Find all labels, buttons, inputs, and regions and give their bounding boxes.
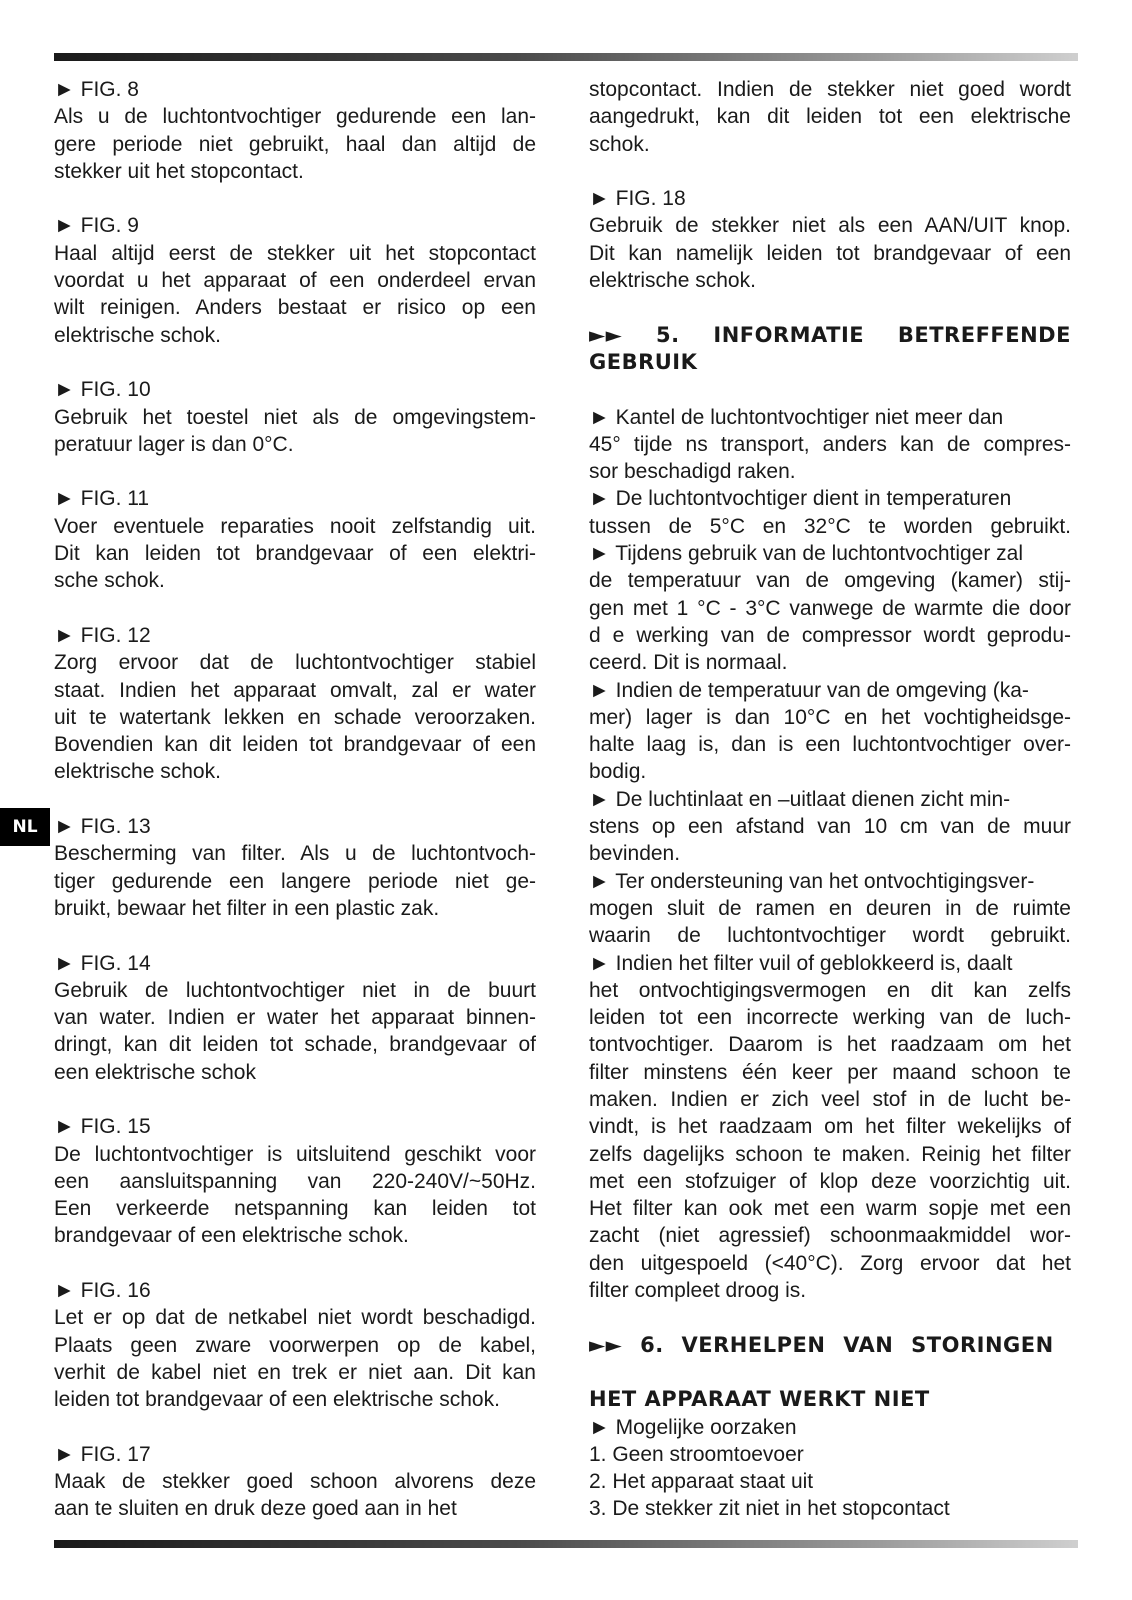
language-tab: NL xyxy=(0,808,50,846)
section-5-heading-line2: GEBRUIK xyxy=(589,349,698,374)
text-line: Gebruik het toestel niet als de omgevingstem- xyxy=(54,405,536,429)
heading-word: INFORMATIE xyxy=(713,322,865,347)
text-line: Als u de luchtontvochtiger gedurende een lan- xyxy=(54,105,536,129)
text-line: den uitgespoeld (<40°C). Zorg ervoor dat het xyxy=(589,1251,1071,1275)
text-line: leiden tot een incorrecte werking van de luch- xyxy=(589,1006,1071,1030)
text-line: de temperatuur van de omgeving (kamer) stij- xyxy=(589,569,1071,593)
fig-block xyxy=(54,1441,536,1523)
text-line: Een verkeerde netspanning kan leiden tot xyxy=(54,1197,536,1221)
text-line: 45° tijde ns transport, anders kan de compres- xyxy=(589,432,1071,456)
fig-block xyxy=(54,76,536,185)
text-line: ► De luchtinlaat en –uitlaat dienen zicht min- xyxy=(589,787,1011,811)
text-line: ► FIG. 11 xyxy=(54,487,150,511)
right-column xyxy=(589,76,1071,1523)
text-line: elektrische schok. xyxy=(589,269,756,293)
text-line: bruikt, bewaar het filter in een plastic zak. xyxy=(54,896,440,920)
fig-block xyxy=(54,376,536,458)
text-line: dringt, kan dit leiden tot schade, brandgevaar of xyxy=(54,1033,536,1057)
section-6-heading: ►► 6. VERHELPEN VAN STORINGEN xyxy=(589,1332,1054,1357)
text-line: mogen sluit de ramen en deuren in de ruimte xyxy=(589,896,1071,920)
text-line: ► FIG. 14 xyxy=(54,951,151,975)
text-line: zelfs dagelijks schoon te maken. Reinig het filter xyxy=(589,1142,1071,1166)
continued-text xyxy=(589,76,1071,158)
text-line: filter minstens één keer per maand schoon te xyxy=(589,1060,1071,1084)
text-line: ► FIG. 15 xyxy=(54,1115,151,1139)
text-line: uit te watertank lekken en schade veroorzaken. xyxy=(54,705,536,729)
heading-word: ►► xyxy=(589,322,623,347)
text-line: ► Ter ondersteuning van het ontvochtigingsver- xyxy=(589,869,1035,893)
text-line: met een stofzuiger of klop deze voorzichtig uit. xyxy=(589,1169,1071,1193)
text-line: ► FIG. 12 xyxy=(54,623,151,647)
text-line: ► FIG. 13 xyxy=(54,815,151,839)
text-line: ceerd. Dit is normaal. xyxy=(589,651,788,675)
text-line: Voer eventuele reparaties nooit zelfstandig uit. xyxy=(54,514,536,538)
text-line: ► De luchtontvochtiger dient in temperaturen xyxy=(589,487,1012,511)
text-line: gere periode niet gebruikt, haal dan altijd de xyxy=(54,132,536,156)
text-line: Bovendien kan dit leiden tot brandgevaar of een xyxy=(54,733,536,757)
cause-item: ► Mogelijke oorzaken xyxy=(589,1415,797,1439)
text-line: verhit de kabel niet en trek er niet aan. Dit kan xyxy=(54,1360,536,1384)
text-line: stens op een afstand van 10 cm van de muur xyxy=(589,815,1071,839)
text-line: bevinden. xyxy=(589,842,681,866)
text-line: Maak de stekker goed schoon alvorens deze xyxy=(54,1470,536,1494)
text-line: ► FIG. 8 xyxy=(54,78,139,101)
text-line: schok. xyxy=(589,132,650,156)
fig-block xyxy=(54,1277,536,1413)
text-line: ► Indien de temperatuur van de omgeving (ka- xyxy=(589,678,1029,702)
text-line: ► FIG. 16 xyxy=(54,1279,151,1303)
text-line: aan te sluiten en druk deze goed aan in het xyxy=(54,1497,457,1521)
text-line: Let er op dat de netkabel niet wordt beschadigd. xyxy=(54,1306,536,1330)
text-line: d e werking van de compressor wordt geprodu- xyxy=(589,623,1071,647)
text-line: zacht (niet agressief) schoonmaakmiddel wor- xyxy=(589,1224,1071,1248)
text-line: het ontvochtigingsvermogen en dit kan zelfs xyxy=(589,978,1071,1002)
text-line: ► FIG. 17 xyxy=(54,1442,151,1466)
fig-block xyxy=(54,1113,536,1249)
text-line: van water. Indien er water het apparaat binnen- xyxy=(54,1006,536,1030)
heading-word: 5. xyxy=(656,322,680,347)
text-line: elektrische schok. xyxy=(54,323,221,347)
left-column xyxy=(54,76,536,1550)
text-line: ► FIG. 10 xyxy=(54,378,151,402)
text-line: bodig. xyxy=(589,760,647,784)
text-line: halte laag is, dan is een luchtontvochtiger over- xyxy=(589,733,1071,757)
cause-item: 2. Het apparaat staat uit xyxy=(589,1470,814,1494)
text-line: Haal altijd eerst de stekker uit het stopcontact xyxy=(54,241,536,265)
text-line: ► FIG. 18 xyxy=(589,187,686,211)
top-gradient-bar xyxy=(54,53,1078,61)
text-line: Gebruik de stekker niet als een AAN/UIT knop. xyxy=(589,214,1071,238)
fig-block xyxy=(54,950,536,1086)
text-line: sor beschadigd raken. xyxy=(589,460,796,484)
fig-block xyxy=(54,212,536,348)
text-line: tontvochtiger. Daarom is het raadzaam om het xyxy=(589,1033,1071,1057)
section-5-body xyxy=(589,404,1071,1305)
text-line: filter compleet droog is. xyxy=(589,1279,807,1303)
text-line: ► FIG. 9 xyxy=(54,214,139,238)
fig-block xyxy=(54,813,536,922)
causes-list xyxy=(589,1414,1071,1523)
text-line: gen met 1 °C - 3°C vanwege de warmte die door xyxy=(589,596,1071,620)
text-line: sche schok. xyxy=(54,569,165,593)
text-line: ► Kantel de luchtontvochtiger niet meer dan xyxy=(589,405,1004,429)
text-line: maken. Indien er zich veel stof in de lucht be- xyxy=(589,1087,1071,1111)
text-line: tiger gedurende een langere periode niet ge- xyxy=(54,869,536,893)
text-line: ► Indien het filter vuil of geblokkeerd is, daalt xyxy=(589,951,1013,975)
cause-item: 3. De stekker zit niet in het stopcontact xyxy=(589,1497,950,1521)
text-line: voordat u het apparaat of een onderdeel ervan xyxy=(54,269,536,293)
text-line: ► Tijdens gebruik van de luchtontvochtiger zal xyxy=(589,542,1024,566)
subheading-apparaat-werkt-niet: HET APPARAAT WERKT NIET xyxy=(589,1387,930,1412)
text-line: mer) lager is dan 10°C en het vochtigheidsge- xyxy=(589,705,1071,729)
text-line: elektrische schok. xyxy=(54,760,221,784)
section-5-heading xyxy=(589,322,1071,349)
text-line: Bescherming van filter. Als u de luchtontvoch- xyxy=(54,842,536,866)
text-line: aangedrukt, kan dit leiden tot een elektrische xyxy=(589,105,1071,129)
text-line: Gebruik de luchtontvochtiger niet in de buurt xyxy=(54,978,536,1002)
text-line: Dit kan namelijk leiden tot brandgevaar of een xyxy=(589,241,1071,265)
text-line: vindt, is het raadzaam om het filter wekelijks of xyxy=(589,1115,1071,1139)
text-line: staat. Indien het apparaat omvalt, zal er water xyxy=(54,678,536,702)
text-line: een aansluitspanning van 220-240V/~50Hz. xyxy=(54,1169,536,1193)
text-line: waarin de luchtontvochtiger wordt gebruikt. xyxy=(589,924,1071,948)
text-line: tussen de 5°C en 32°C te worden gebruikt. xyxy=(589,514,1071,538)
text-line: stopcontact. Indien de stekker niet goed wordt xyxy=(589,78,1071,101)
text-line: Dit kan leiden tot brandgevaar of een elektri- xyxy=(54,542,536,566)
text-line: De luchtontvochtiger is uitsluitend geschikt voor xyxy=(54,1142,536,1166)
text-line: wilt reinigen. Anders bestaat er risico op een xyxy=(54,296,536,320)
text-line: stekker uit het stopcontact. xyxy=(54,159,304,183)
text-line: brandgevaar of een elektrische schok. xyxy=(54,1224,409,1248)
cause-item: 1. Geen stroomtoevoer xyxy=(589,1442,804,1466)
fig-block xyxy=(54,485,536,594)
fig-block xyxy=(54,622,536,786)
text-line: Het filter kan ook met een warm sopje met een xyxy=(589,1197,1071,1221)
text-line: Plaats geen zware voorwerpen op de kabel, xyxy=(54,1333,536,1357)
text-line: leiden tot brandgevaar of een elektrische schok. xyxy=(54,1388,500,1412)
text-line: een elektrische schok xyxy=(54,1060,256,1084)
fig-18-block xyxy=(589,185,1071,294)
text-line: peratuur lager is dan 0°C. xyxy=(54,432,294,456)
heading-word: BETREFFENDE xyxy=(897,322,1071,347)
text-line: Zorg ervoor dat de luchtontvochtiger stabiel xyxy=(54,651,536,675)
